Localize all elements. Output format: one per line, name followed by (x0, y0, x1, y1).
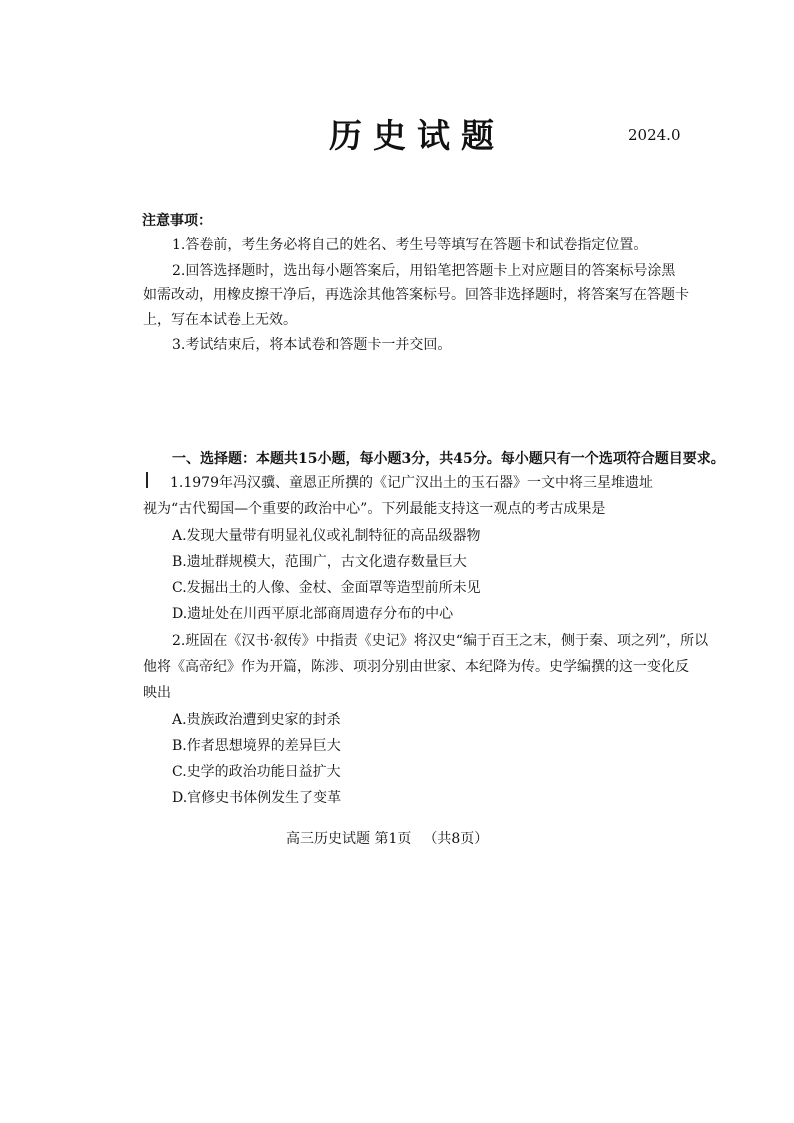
notice-heading: 注意事项： (142, 213, 212, 229)
question-1-option-d: D.遗址处在川西平原北部商周遗存分布的中心 (172, 606, 454, 622)
question-2-stem-line-2: 他将《高帝纪》作为开篇，陈涉、项羽分别由世家、本纪降为传。史学编撰的这一变化反 (143, 659, 689, 675)
question-1-option-a: A.发现大量带有明显礼仪或礼制特征的高品级器物 (172, 528, 481, 544)
footer-subject: 高三历史试题 (286, 831, 370, 847)
section-heading: 一、选择题：本题共15小题，每小题3分，共45分。每小题只有一个选项符合题目要求。 (172, 451, 725, 467)
question-2-option-d: D.官修史书体例发生了变革 (172, 790, 342, 806)
exam-date: 2024.0 (628, 126, 681, 144)
question-2-stem-line-1: 2.班固在《汉书·叙传》中指责《史记》将汉史“编于百王之末，侧于秦、项之列”，所以 (172, 633, 709, 649)
notice-item-2-line-3: 上，写在本试卷上无效。 (143, 312, 297, 328)
scan-margin-mark (146, 472, 148, 488)
notice-item-2-line-1: 2.回答选择题时，选出每小题答案后，用铅笔把答题卡上对应题目的答案标号涂黑 (172, 263, 676, 279)
question-1-option-c: C.发掘出土的人像、金杖、金面罩等造型前所未见 (172, 580, 481, 596)
question-1-stem-line-2: 视为“古代蜀国—个重要的政治中心”。下列最能支持这一观点的考古成果是 (143, 501, 606, 517)
question-1-stem-line-1: 1.1979年冯汉骥、童恩正所撰的《记广汉出土的玉石器》一文中将三星堆遗址 (170, 475, 653, 491)
page-footer (286, 828, 488, 848)
notice-item-2-line-2: 如需改动，用橡皮擦干净后，再选涂其他答案标号。回答非选择题时，将答案写在答题卡 (143, 287, 689, 303)
question-2-option-a: A.贵族政治遭到史家的封杀 (172, 712, 341, 728)
footer-page-number: 第1页 (374, 831, 412, 847)
page-title: 历史试题 (329, 116, 505, 155)
footer-total-pages: （共8页） (423, 831, 489, 847)
question-2-option-c: C.史学的政治功能日益扩大 (172, 764, 341, 780)
notice-item-1: 1.答卷前，考生务必将自己的姓名、考生号等填写在答题卡和试卷指定位置。 (172, 237, 648, 253)
question-2-option-b: B.作者思想境界的差异巨大 (172, 738, 341, 754)
question-1-option-b: B.遗址群规模大，范围广，古文化遗存数量巨大 (172, 554, 467, 570)
notice-item-3: 3.考试结束后，将本试卷和答题卡一并交回。 (172, 337, 452, 353)
question-2-stem-line-3: 映出 (143, 685, 171, 701)
